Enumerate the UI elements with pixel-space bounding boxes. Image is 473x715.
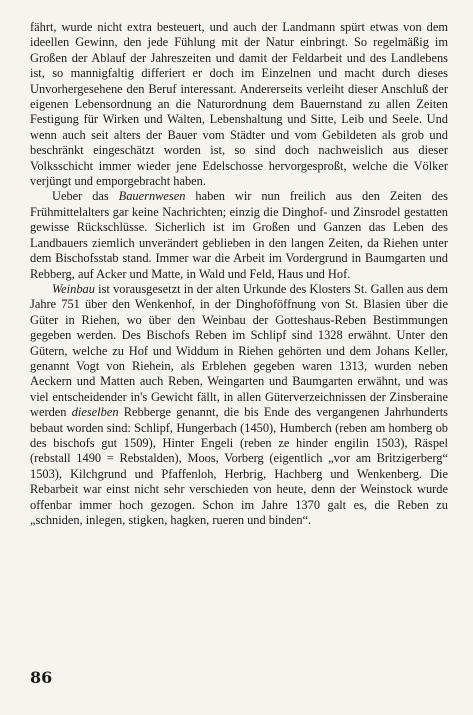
emphasis-dieselben: dieselben [71, 405, 119, 420]
paragraph-2 [30, 189, 448, 281]
paragraph-3-text: Rebberge genannt, die bis Ende des vergangenen Jahrhunderts bebaut worden sind: Schlipf, Hungerbach (1450), Humberch (reben am homberg ob des bischofs gut 1509), Hinter Engeli (reben ze hinder engilin 1503), Räspel (rebstall 1490 = Rebstalden), Moos, Vorberg (eigentlich „vor am Britzigerberg“ 1503), Kilchgrund und Pfaffenloh, Herbrig, Hachberg und Wenkenberg. Die Rebarbeit war einst nicht sehr verschieden von heute, denn der Weinstock wurde offenbar immer hoch gezogen. Schon im Jahre 1370 galt es, die Reben zu „schniden, inlegen, stigken, hagken, rueren und binden“. [30, 405, 448, 527]
emphasis-bauernwesen: Bauernwesen [118, 189, 186, 204]
paragraph-2-text: haben wir nun freilich aus den Zeiten des Frühmittelalters gar keine Nachrichten; einzig die Dinghof- und Zinsrodel gestatten gewisse Rückschlüsse. Sicherlich ist im Großen und Ganzen das Leben des Landbauers ziemlich unverändert geblieben in den langen Zeiten, da Riehen unter dem Bischofsstab stand. Immer war die Arbeit im Vordergrund in Baumgarten und Rebberg, auf Acker und Matte, in Wald und Feld, Haus und Hof. [30, 189, 448, 281]
paragraph-1 [30, 20, 448, 189]
paragraph-3 [30, 282, 448, 529]
body-text [30, 20, 448, 528]
paragraph-3-text: ist vorausgesetzt in der alten Urkunde des Klosters St. Gallen aus dem Jahre 751 über den Wenkenhof, in der Dinghoföffnung von St. Blasien über die Güter in Riehen, wo über den Weinbau der Gotteshaus-Reben Bestimmungen gegeben werden. Des Bischofs Reben im Schlipf sind 1328 erwähnt. Unter den Gütern, welche zu Hof und Widdum in Riehen gehörten und dem Johans Keller, genannt Vogt von Riehein, als Erblehen gegeben waren 1313, wurden neben Aeckern und Matten auch Reben, Weingarten und Baumgarten erwähnt, und was viel entscheidender in's Gewicht fällt, in allen Güterverzeichnissen der Zinsberaine werden [30, 281, 448, 420]
page-number: 86 [30, 668, 53, 687]
paragraph-1-text: fährt, wurde nicht extra besteuert, und auch der Landmann spürt etwas von dem ideellen Gewinn, den jede Fühlung mit der Natur einbringt. So regelmäßig im Großen der Ablauf der Jahreszeiten und damit der Feldarbeit und des Landlebens ist, so mannigfaltig differiert er doch im Einzelnen und macht durch dieses Unvorhergesehene den Beruf interessant. Andererseits verleiht dieser Anschluß der eigenen Lebensordnung an die Naturordnung dem Bauernstand zu allen Zeiten Festigung für Wirken und Walten, Lebenshaltung und Sitte, Leib und Seele. Und wenn auch seit alters der Bauer vom Städter und vom Gebildeten als grob und beschränkt eingeschätzt worden ist, so sind doch nachweislich aus dieser Volksschicht immer wieder jene Edelschosse hervorgesproßt, welche die Völker verjüngt und emporgebracht haben. [30, 20, 448, 189]
emphasis-weinbau: Weinbau [52, 281, 95, 296]
paragraph-2-text: Ueber das [52, 189, 119, 204]
